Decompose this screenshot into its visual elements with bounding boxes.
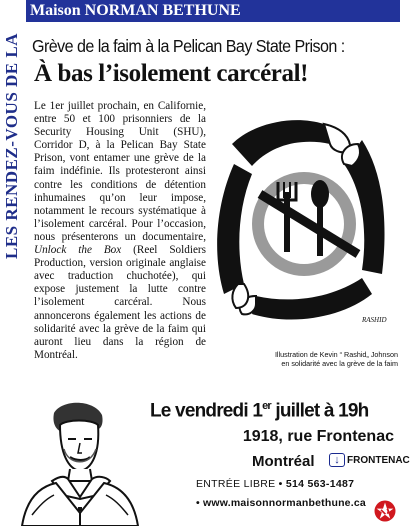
event-date-suffix: juillet à 19h — [270, 400, 369, 422]
headline-line2: À bas l’isolement carcéral! — [34, 60, 309, 87]
metro-label: FRONTENAC — [347, 454, 410, 466]
header-bar — [26, 0, 400, 22]
side-band — [0, 0, 24, 292]
article-part1: Le 1er juillet prochain, en Californie, entre 50 et 100 prisonniers de la Security Housing Unit (SHU), Corridor D, à la Pelican Bay State Prison, vont entamer une grève de la faim indéfinie. Ils protesteront ainsi contre les conditions de détention inhumaines qu’on leur impose, notamment le recours systématique à l’isolement carcéral. Pour l’occasion, nous présenterons un documentaire, — [34, 100, 206, 243]
illustration-caption — [222, 350, 398, 368]
article-part2: (Reel Soldiers Production, version originale anglaise avec traduction chuchotée), qui expose justement la lutte contre l’isolement carcéral. Nous annoncerons également les actions de solidarité avec la grève de la faim qui auront lieu dans la région de Montréal. — [34, 244, 206, 361]
event-city: Montréal — [252, 453, 315, 470]
event-date — [150, 400, 368, 422]
hunger-strike-illustration — [212, 104, 396, 350]
caption-line1: Illustration de Kevin “ Rashid„ Johnson — [274, 350, 398, 359]
headline-line1: Grève de la faim à la Pelican Bay State Prison : — [32, 36, 345, 56]
event-date-prefix: Le vendredi 1 — [150, 400, 263, 422]
metro-icon: ↓ — [329, 453, 345, 467]
header-title: Maison NORMAN BETHUNE — [30, 2, 241, 19]
event-date-sup: er — [262, 400, 271, 412]
caption-line2: en solidarité avec la grève de la faim — [281, 359, 398, 368]
article-body — [34, 100, 206, 362]
portrait-illustration — [2, 395, 152, 526]
event-address: 1918, rue Frontenac — [242, 428, 394, 445]
entry-label: ENTRÉE LIBRE — [196, 478, 276, 490]
side-band-text: LES RENDEZ-VOUS DE LA — [2, 32, 22, 260]
entry-line — [196, 478, 354, 490]
red-star-logo-icon — [374, 500, 396, 522]
website-link[interactable]: • www.maisonnormanbethune.ca — [196, 497, 366, 509]
metro-station — [329, 453, 410, 467]
phone-number: • 514 563-1487 — [275, 478, 355, 490]
film-title: Unlock the Box — [34, 244, 122, 257]
illustration-signature: RASHID — [362, 316, 387, 324]
